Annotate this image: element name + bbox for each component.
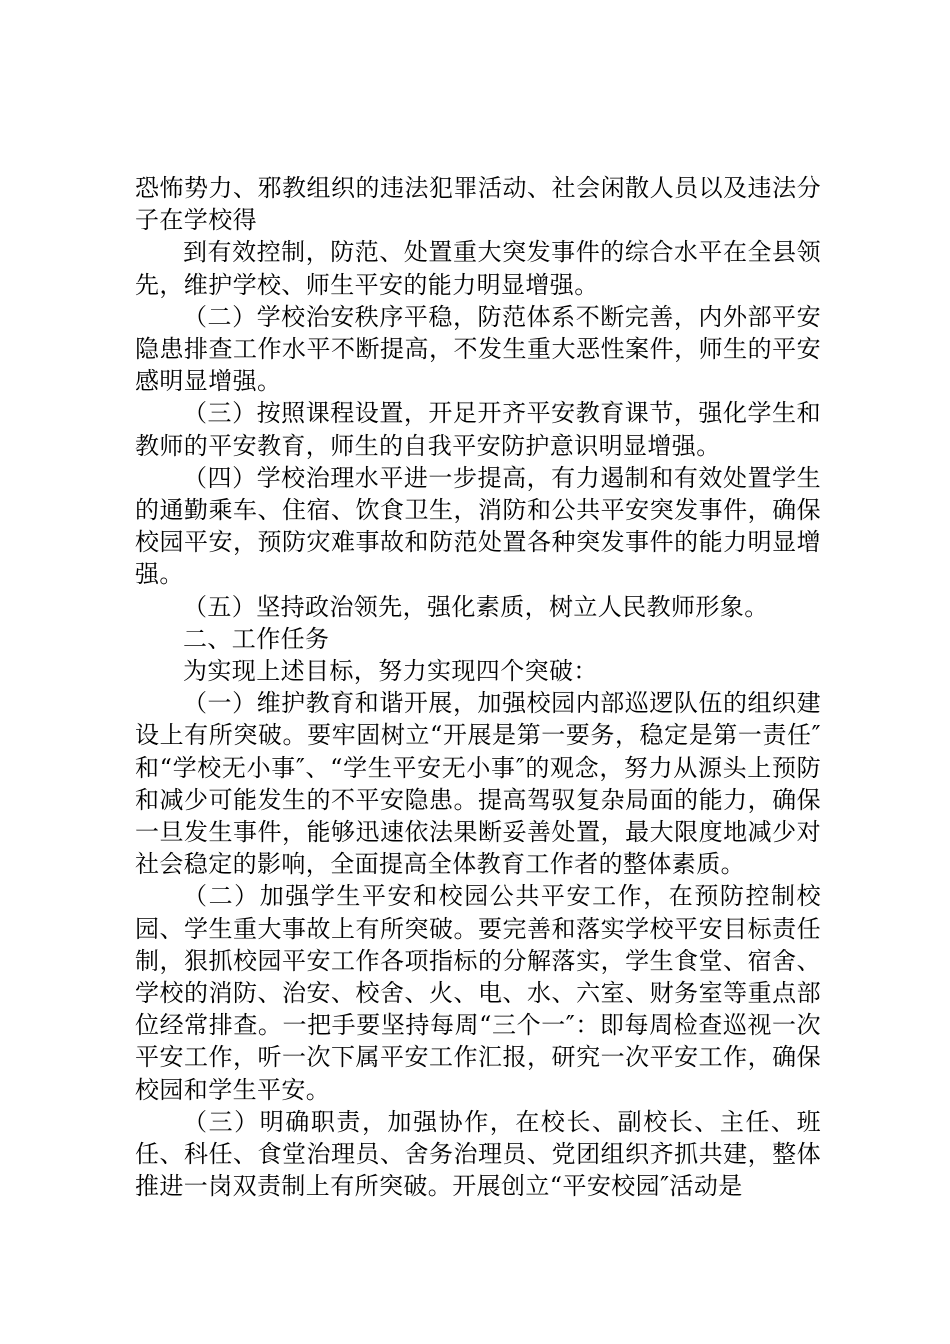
paragraph-task-3: （三）明确职责，加强协作，在校长、副校长、主任、班任、科任、食堂治理员、舍务治理员、党团组织齐抓共建，整体推进一岗双责制上有所突破。开展创立“平安校园″活动是 [135, 1107, 821, 1201]
paragraph-tasks-intro: 为实现上述目标，努力实现四个突破： [183, 657, 598, 686]
paragraph-continuation: 恐怖势力、邪教组织的违法犯罪活动、社会闲散人员以及违法分子在学校得 [135, 174, 821, 235]
section-heading-tasks: 二、工作任务 [183, 624, 330, 653]
paragraph-goal-4: （四）学校治理水平进一步提高，有力遏制和有效处置学生的通勤乘车、住宿、饮食卫生，消防和公共平安突发事件，确保校园平安，预防灾难事故和防范处置各种突发事件的能力明显增强。 [135, 463, 821, 589]
paragraph-goal-2: （二）学校治安秩序平稳，防范体系不断完善，内外部平安隐患排查工作水平不断提高，不发生重大恶性案件，师生的平安感明显增强。 [135, 302, 821, 396]
paragraph-task-2: （二）加强学生平安和校园公共平安工作，在预防控制校园、学生重大事故上有所突破。要完善和落实学校平安目标责任制，狠抓校园平安工作各项指标的分解落实，学生食堂、宿舍、学校的消防、治安、校舍、火、电、水、六室、财务室等重点部位经常排查。一把手要坚持每周“三个一″：即每周检查巡视一次平安工作，听一次下属平安工作汇报，研究一次平安工作，确保校园和学生平安。 [135, 882, 821, 1104]
paragraph-control-goal: 到有效控制，防范、处置重大突发事件的综合水平在全县领先，维护学校、师生平安的能力明显增强。 [135, 238, 821, 299]
paragraph-task-1: （一）维护教育和谐开展，加强校园内部巡逻队伍的组织建设上有所突破。要牢固树立“开展是第一要务，稳定是第一责任″和“学校无小事″、“学生平安无小事″的观念，努力从源头上预防和减少可能发生的不平安隐患。提高驾驭复杂局面的能力，确保一旦发生事件，能够迅速依法果断妥善处置，最大限度地减少对社会稳定的影响，全面提高全体教育工作者的整体素质。 [135, 689, 821, 879]
document-body [135, 172, 821, 1203]
paragraph-goal-3: （三）按照课程设置，开足开齐平安教育课节，强化学生和教师的平安教育，师生的自我平安防护意识明显增强。 [135, 399, 821, 460]
paragraph-goal-5: （五）坚持政治领先，强化素质，树立人民教师形象。 [183, 592, 769, 621]
